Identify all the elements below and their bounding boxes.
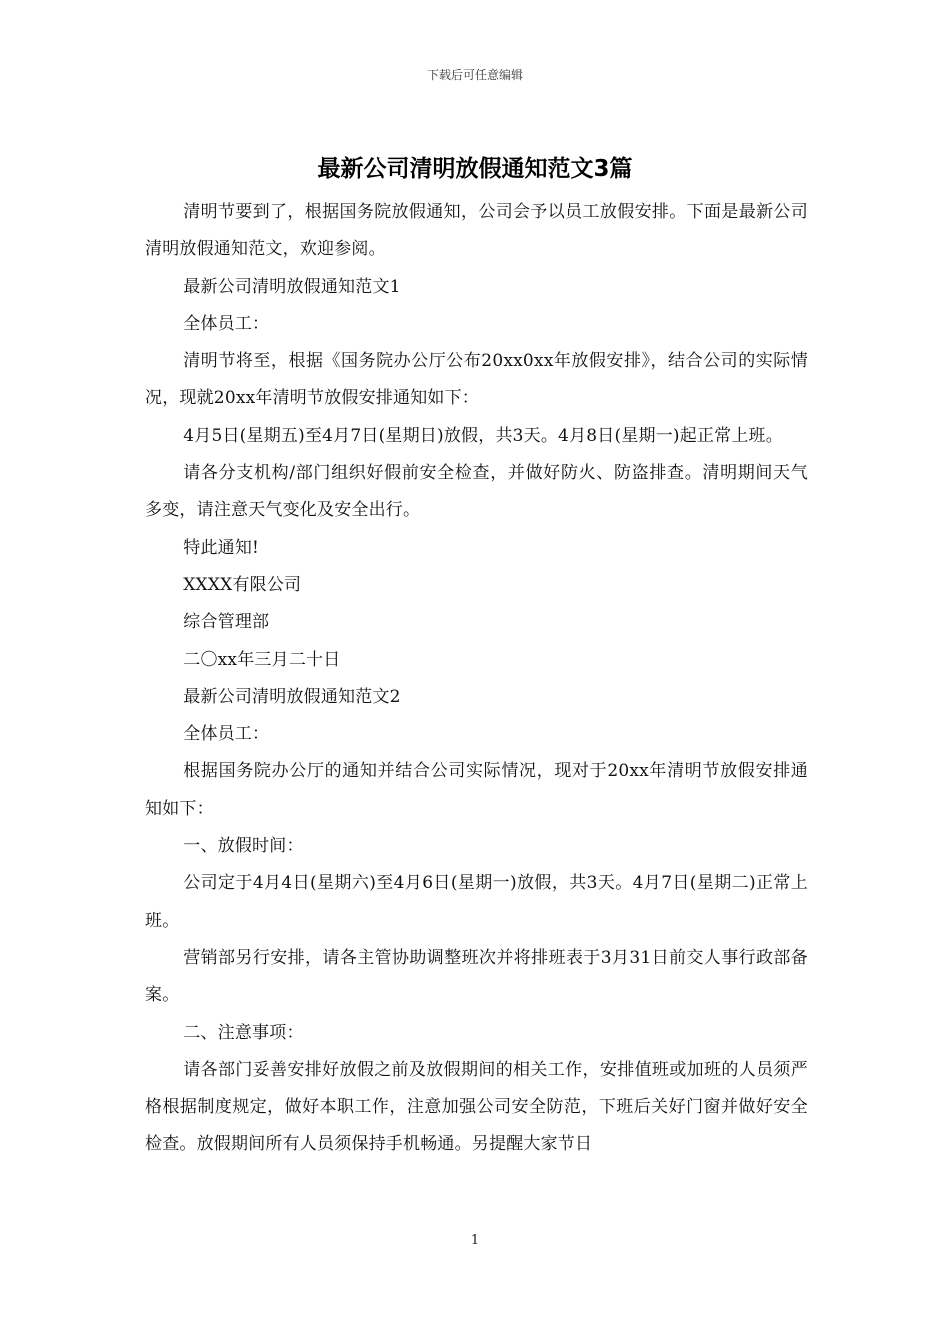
header-note: 下载后可任意编辑 <box>426 68 523 82</box>
signature-date: 二〇xx年三月二十日 <box>183 649 341 670</box>
section-heading-2: 最新公司清明放假通知范文2 <box>183 686 401 707</box>
paragraph: 4月5日(星期五)至4月7日(星期日)放假，共3天。4月8日(星期一)起正常上班。 <box>183 425 783 446</box>
document-title: 最新公司清明放假通知范文3篇 <box>317 156 633 182</box>
salutation: 全体员工： <box>183 313 270 334</box>
paragraph: 公司定于4月4日(星期六)至4月6日(星期一)放假，共3天。4月7日(星期二)正常上班。 <box>145 873 808 931</box>
signature-department: 综合管理部 <box>183 612 270 633</box>
paragraph: 根据国务院办公厅的通知并结合公司实际情况，现对于20xx年清明节放假安排通知如下： <box>145 761 808 819</box>
closing-line: 特此通知! <box>183 537 260 558</box>
page-number: 1 <box>470 1233 480 1248</box>
subheading: 一、放假时间： <box>183 836 304 857</box>
paragraph: 营销部另行安排，请各主管协助调整班次并将排班表于3月31日前交人事行政部备案。 <box>145 947 808 1006</box>
paragraph-intro: 清明节要到了，根据国务院放假通知，公司会予以员工放假安排。下面是最新公司清明放假通知范文，欢迎参阅。 <box>145 202 808 260</box>
signature-company: XXXX有限公司 <box>183 574 302 595</box>
salutation: 全体员工： <box>183 724 270 745</box>
document-body <box>145 194 808 1164</box>
section-heading-1: 最新公司清明放假通知范文1 <box>183 276 401 297</box>
paragraph: 请各部门妥善安排好放假之前及放假期间的相关工作，安排值班或加班的人员须严格根据制度规定，做好本职工作，注意加强公司安全防范，下班后关好门窗并做好安全检查。放假期间所有人员须保持手机畅通。另提醒大家节日 <box>145 1059 808 1155</box>
subheading: 二、注意事项： <box>183 1022 304 1043</box>
paragraph: 请各分支机构/部门组织好假前安全检查，并做好防火、防盗排查。清明期间天气多变，请注意天气变化及安全出行。 <box>145 463 808 521</box>
paragraph: 清明节将至，根据《国务院办公厅公布20xx0xx年放假安排》，结合公司的实际情况，现就20xx年清明节放假安排通知如下： <box>145 351 808 409</box>
